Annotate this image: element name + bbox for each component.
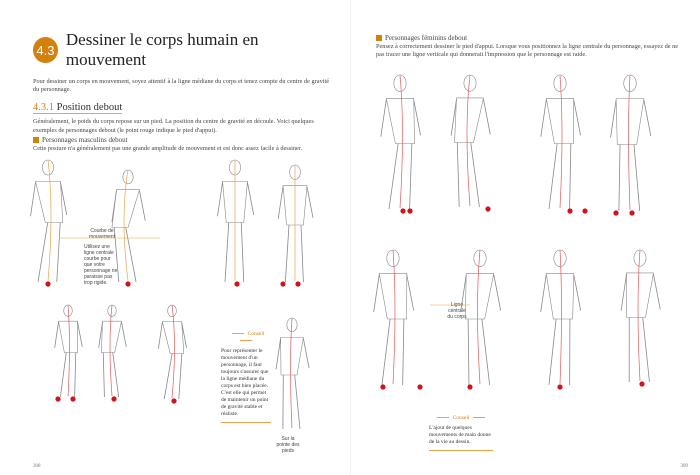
support-foot-dot <box>111 396 116 401</box>
chapter-title: Dessiner le corps humain en mouvement <box>65 30 259 69</box>
section-number: 4.3.1 <box>33 102 54 114</box>
support-foot-dot <box>467 384 472 389</box>
subsection-text: Pensez à correctement dessiner le pied d'appui. Lorsque vous positionnez la ligne centrale du personnage, essayez de ne pas tracer une ligne verticale qui donnerait l'impression que le personnage est raide. <box>376 43 679 59</box>
support-foot-dot <box>295 281 300 286</box>
figure-sketch <box>461 250 501 390</box>
tip-text: Pour représenter le mouvement d'un personnage, il faut toujours s'assurer que la ligne médiane du corps est bien placée. C'est elle qui permet de maintenir un point de gravité stable et réaliste. <box>221 348 269 417</box>
curve-annotation-text: Utilisez une ligne centrale courbe pour que votre personnage ne paraisse pas trop rigide. <box>84 244 118 286</box>
figure-sketch <box>621 250 660 387</box>
figure-sketch <box>158 305 186 404</box>
figure-sketch <box>541 250 581 390</box>
support-foot-dot <box>613 210 618 215</box>
support-foot-dot <box>400 208 405 213</box>
support-foot-dot <box>407 208 412 213</box>
figure-sketch <box>278 165 313 287</box>
support-foot-dot <box>280 281 285 286</box>
intro-text: Pour dessiner un corps en mouvement, soyez attentif à la ligne médiane du corps et tenez compte du centre de gravité du personnage. <box>33 78 330 94</box>
figure-sketch <box>99 305 127 402</box>
figure-sketch <box>276 318 309 429</box>
page-number-left: 308 <box>33 464 41 469</box>
subsection-title: Personnages féminins debout <box>385 34 468 42</box>
tip-title: Conseil <box>429 415 493 422</box>
chapter-number-badge: 4.3 <box>33 37 58 63</box>
support-foot-dot <box>567 208 572 213</box>
support-foot-dot <box>380 384 385 389</box>
figure-sketch <box>112 170 145 287</box>
center-line-annotation: Ligne centrale du corps <box>447 302 467 320</box>
figure-sketch <box>374 250 423 390</box>
support-foot-dot <box>582 208 587 213</box>
support-foot-dot <box>70 396 75 401</box>
support-foot-dot <box>485 206 490 211</box>
figure-sketch <box>55 305 83 402</box>
support-foot-dot <box>639 381 644 386</box>
support-foot-dot <box>171 398 176 403</box>
support-foot-dot <box>45 281 50 286</box>
section-title: Position debout <box>56 102 123 114</box>
support-foot-dot <box>417 384 422 389</box>
curve-annotation-title: Courbe de mouvement <box>88 228 116 240</box>
section-text: Généralement, le poids du corps repose sur un pied. La position du centre de gravité en découle. Voici quelques exemples de personnages debout (le point rouge indique le pied d'appui). <box>33 118 314 134</box>
figure-sketch <box>381 75 421 214</box>
tip-text: L'ajout de quelques mouvements de main donne de la vie au dessin. <box>429 425 491 445</box>
figure-sketch <box>218 160 254 287</box>
tip-title: Conseil <box>221 331 271 345</box>
figure-sketch <box>451 75 491 212</box>
support-foot-dot <box>55 396 60 401</box>
support-foot-dot <box>125 281 130 286</box>
support-foot-dot <box>629 210 634 215</box>
feet-annotation: Sur la pointe des pieds <box>276 436 300 454</box>
support-foot-dot <box>557 384 562 389</box>
page-number-right: 309 <box>680 464 688 469</box>
figure-sketch <box>31 160 67 287</box>
subsection-text: Cette posture n'a généralement pas une grande amplitude de mouvement et est donc assez facile à dessiner. <box>33 144 303 152</box>
subsection-title: Personnages masculins debout <box>42 135 128 144</box>
figure-sketch <box>541 75 588 214</box>
support-foot-dot <box>234 281 239 286</box>
figure-sketch <box>611 75 651 216</box>
